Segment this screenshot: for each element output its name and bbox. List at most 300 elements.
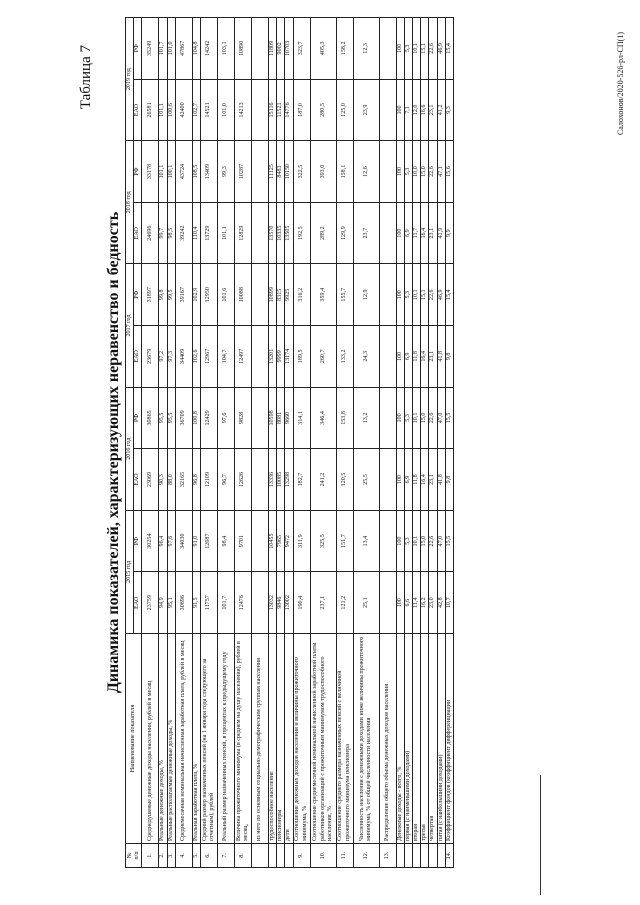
header-region-eao: ЕАО: [134, 79, 142, 141]
value-eao: 23,1: [429, 79, 437, 141]
value-rf: 9002: [277, 18, 285, 80]
header-region-rf: РФ: [134, 510, 142, 572]
value-rf: 15,1: [421, 264, 429, 326]
value-eao: 23069: [142, 449, 159, 511]
value-eao: [252, 449, 269, 511]
value-rf: 99,3: [218, 141, 235, 203]
value-eao: 10085: [277, 449, 285, 511]
table-row: [293, 18, 310, 868]
value-rf: 12429: [201, 387, 218, 449]
value-eao: [252, 79, 269, 141]
value-rf: 9828: [235, 387, 252, 449]
value-rf: 100: [396, 18, 404, 80]
indicator-name: Соотношение среднего размера назначенных пенсий с величиной прожиточного минимума пенсионера: [336, 634, 353, 844]
row-number: [269, 844, 277, 868]
value-eao: 30896: [175, 572, 192, 634]
value-eao: 41,8: [437, 449, 445, 511]
value-rf: 95,5: [167, 387, 175, 449]
value-rf: [252, 264, 269, 326]
value-eao: 120,5: [336, 449, 353, 511]
value-eao: 91,5: [192, 572, 200, 634]
indicator-name: из него по основным социально-демографическим группам населения: [252, 634, 269, 844]
value-rf: 158,1: [336, 141, 353, 203]
value-rf: [379, 264, 396, 326]
value-eao: 95,1: [167, 572, 175, 634]
value-rf: 5,3: [404, 264, 412, 326]
value-rf: 33178: [142, 141, 159, 203]
header-year: 2016 год: [126, 387, 134, 510]
value-rf: 10899: [269, 264, 277, 326]
row-number: [285, 844, 293, 868]
indicator-name: пенсионеры: [277, 634, 285, 844]
value-eao: 11,7: [413, 202, 421, 264]
value-eao: 100: [396, 449, 404, 511]
value-eao: 6,9: [404, 326, 412, 388]
row-number: 12.: [353, 844, 379, 868]
value-rf: 36709: [175, 387, 192, 449]
value-rf: 12950: [201, 264, 218, 326]
indicator-name: Распределение общего объема денежных доходов населения: [379, 634, 396, 844]
value-rf: 100: [396, 264, 404, 326]
value-eao: 11,4: [413, 572, 421, 634]
value-rf: 10088: [235, 264, 252, 326]
table-row: [336, 18, 353, 868]
value-rf: 8483: [277, 141, 285, 203]
value-rf: 22,6: [429, 264, 437, 326]
value-eao: [252, 572, 269, 634]
value-eao: [379, 449, 396, 511]
value-rf: 316,2: [293, 264, 310, 326]
header-row-years: [126, 18, 134, 868]
value-rf: 323,7: [293, 18, 310, 80]
value-rf: 155,7: [336, 264, 353, 326]
value-eao: [379, 326, 396, 388]
row-number: [396, 844, 404, 868]
value-eao: 9,8: [445, 449, 453, 511]
value-rf: 311,9: [293, 510, 310, 572]
row-number: [413, 844, 421, 868]
value-eao: 9,3: [445, 79, 453, 141]
indicator-name: Реальные располагаемые денежные доходы, %: [167, 634, 175, 844]
value-eao: 26581: [142, 79, 159, 141]
value-rf: 22,6: [429, 141, 437, 203]
row-number: 11.: [336, 844, 353, 868]
value-eao: 16,4: [421, 326, 429, 388]
value-rf: 13409: [201, 141, 218, 203]
value-rf: 96,4: [159, 510, 167, 572]
value-rf: 30865: [142, 387, 159, 449]
table-row: [404, 18, 412, 868]
value-eao: 6,9: [404, 449, 412, 511]
value-eao: 9999: [277, 326, 285, 388]
value-rf: 95,5: [159, 387, 167, 449]
value-eao: 12109: [201, 449, 218, 511]
table-row: [437, 18, 445, 868]
value-rf: 46,9: [437, 18, 445, 80]
value-eao: 6,6: [404, 572, 412, 634]
table-row: [379, 18, 396, 868]
value-eao: 16,4: [421, 202, 429, 264]
table-row: [277, 18, 285, 868]
value-rf: 47,0: [437, 510, 445, 572]
value-eao: 12967: [201, 326, 218, 388]
value-rf: 22,6: [429, 18, 437, 80]
row-number: 9.: [293, 844, 310, 868]
row-number: 5.: [192, 844, 200, 868]
value-rf: 103,1: [218, 18, 235, 80]
header-year: 2018 год: [126, 141, 134, 264]
value-eao: 34409: [175, 326, 192, 388]
row-number: [277, 844, 285, 868]
header-indicator-name: Наименование показателя: [126, 634, 142, 844]
value-eao: 12,0: [413, 79, 421, 141]
value-rf: 9660: [285, 387, 293, 449]
value-rf: 12087: [201, 510, 218, 572]
value-rf: 405,3: [310, 18, 336, 80]
value-eao: 13505: [285, 202, 293, 264]
value-eao: 12497: [235, 326, 252, 388]
indicator-name: первая (с наименьшими доходами): [404, 634, 412, 844]
value-rf: 31897: [142, 264, 159, 326]
table-row: [252, 18, 269, 868]
row-number: [404, 844, 412, 868]
value-rf: 10703: [285, 18, 293, 80]
value-rf: 22,6: [429, 510, 437, 572]
value-eao: 190,4: [293, 572, 310, 634]
value-eao: 97,2: [159, 326, 167, 388]
value-rf: 13,2: [353, 387, 379, 449]
value-eao: 99,7: [159, 202, 167, 264]
row-number: 13.: [379, 844, 396, 868]
value-eao: 32165: [175, 449, 192, 511]
value-eao: 98,5: [167, 202, 175, 264]
indicator-name: Соотношение среднемесячной номинальной начисленной заработной платы работников организаций с прожиточным минимумом трудоспособного населения, %: [310, 634, 336, 844]
value-eao: 13002: [285, 572, 293, 634]
value-rf: 314,1: [293, 387, 310, 449]
value-rf: 10,1: [413, 18, 421, 80]
value-eao: 100: [396, 202, 404, 264]
value-eao: [379, 79, 396, 141]
value-eao: 13201: [269, 326, 277, 388]
value-eao: 101,1: [159, 79, 167, 141]
indicator-name: дети: [285, 634, 293, 844]
indicator-name: трудоспособное население: [269, 634, 277, 844]
value-rf: 14242: [201, 18, 218, 80]
value-rf: 15,5: [445, 387, 453, 449]
value-eao: 101,7: [218, 572, 235, 634]
value-eao: 16,6: [421, 79, 429, 141]
value-eao: 13570: [269, 202, 277, 264]
value-rf: 15,5: [445, 510, 453, 572]
value-eao: 96,8: [192, 449, 200, 511]
value-eao: 94,9: [159, 572, 167, 634]
value-eao: 41,9: [437, 202, 445, 264]
table-row: [269, 18, 277, 868]
table-row: [167, 18, 175, 868]
value-eao: 11,8: [413, 449, 421, 511]
value-rf: 151,7: [336, 510, 353, 572]
value-rf: 5,3: [404, 387, 412, 449]
value-rf: 15,4: [445, 18, 453, 80]
value-rf: 393,0: [310, 141, 336, 203]
table-row: [159, 18, 167, 868]
value-rf: 15,6: [445, 141, 453, 203]
value-rf: 11809: [269, 18, 277, 80]
value-rf: 10,0: [413, 141, 421, 203]
indicators-table: [125, 17, 454, 868]
value-rf: 104,8: [192, 18, 200, 80]
value-rf: 10890: [235, 18, 252, 80]
indicator-name: четвертая: [429, 634, 437, 844]
value-eao: 12829: [235, 202, 252, 264]
table-row: [285, 18, 293, 868]
value-eao: 11521: [277, 79, 285, 141]
value-rf: 10598: [269, 387, 277, 449]
value-eao: 15116: [269, 79, 277, 141]
indicator-name: Среднемесячная номинальная начисленная заработная плата, рублей в месяц: [175, 634, 192, 844]
value-rf: 9472: [285, 510, 293, 572]
row-number: [429, 844, 437, 868]
value-rf: [252, 141, 269, 203]
value-rf: 97,6: [218, 387, 235, 449]
value-eao: 16,2: [421, 572, 429, 634]
value-rf: 15,0: [421, 141, 429, 203]
header-num: [126, 844, 142, 868]
value-eao: 42,8: [437, 572, 445, 634]
value-eao: 14776: [285, 79, 293, 141]
value-eao: 100,6: [167, 79, 175, 141]
value-rf: 46,9: [437, 264, 445, 326]
indicator-name: пятая (с наибольшими доходами): [437, 634, 445, 844]
header-region-eao: ЕАО: [134, 202, 142, 264]
value-eao: 182,7: [293, 449, 310, 511]
indicator-name: вторая: [413, 634, 421, 844]
header-region-rf: РФ: [134, 387, 142, 449]
value-rf: 13,4: [353, 510, 379, 572]
table-row: [396, 18, 404, 868]
header-region-rf: РФ: [134, 264, 142, 326]
value-eao: 121,2: [336, 572, 353, 634]
value-rf: 97,6: [167, 510, 175, 572]
value-eao: [379, 202, 396, 264]
value-rf: 39167: [175, 264, 192, 326]
value-rf: 9925: [285, 264, 293, 326]
value-rf: 15,0: [421, 387, 429, 449]
value-rf: [252, 510, 269, 572]
row-number: [437, 844, 445, 868]
value-eao: 24,3: [353, 326, 379, 388]
value-eao: 23,0: [429, 572, 437, 634]
value-rf: 101,1: [159, 141, 167, 203]
value-eao: 16,4: [421, 449, 429, 511]
value-eao: [379, 572, 396, 634]
value-rf: 10,1: [413, 387, 421, 449]
value-eao: 102,6: [192, 326, 200, 388]
header-year: 2019 год: [126, 18, 134, 141]
table-number: Таблица 7: [78, 45, 94, 110]
value-eao: 133,2: [336, 326, 353, 388]
value-rf: [379, 141, 396, 203]
value-eao: 189,5: [293, 326, 310, 388]
value-rf: 10,1: [413, 264, 421, 326]
value-rf: 5,3: [404, 141, 412, 203]
value-rf: [379, 387, 396, 449]
value-eao: 9,9: [445, 202, 453, 264]
table-row: [421, 18, 429, 868]
value-rf: 10455: [269, 510, 277, 572]
value-eao: 42400: [175, 79, 192, 141]
value-eao: 24696: [142, 202, 159, 264]
value-eao: 110,4: [192, 202, 200, 264]
indicator-name: Реальный размер назначенных пенсий, в процентах к предыдущему году: [218, 634, 235, 844]
indicator-name: Соотношение денежных доходов населения и величины прожиточного минимума, %: [293, 634, 310, 844]
value-rf: 100: [396, 387, 404, 449]
value-rf: 325,5: [310, 510, 336, 572]
value-rf: 47,1: [437, 141, 445, 203]
table-row: [235, 18, 252, 868]
value-eao: 102,7: [192, 79, 200, 141]
value-rf: 10287: [235, 141, 252, 203]
value-eao: 39242: [175, 202, 192, 264]
value-rf: 322,5: [293, 141, 310, 203]
indicator-name: Численность населения с денежными доходами ниже величины прожиточного минимума, % от общей численности населения: [353, 634, 379, 844]
value-eao: 260,7: [310, 326, 336, 388]
value-rf: 100,8: [192, 387, 200, 449]
value-rf: 102,9: [192, 264, 200, 326]
value-rf: 98,4: [218, 510, 235, 572]
header-num-line2: п/п: [133, 851, 140, 860]
value-eao: 23,1: [429, 326, 437, 388]
header-year: 2017 год: [126, 264, 134, 387]
value-eao: 23679: [142, 326, 159, 388]
value-eao: 13729: [201, 202, 218, 264]
value-eao: 187,0: [293, 79, 310, 141]
value-rf: [252, 387, 269, 449]
header-region-eao: ЕАО: [134, 326, 142, 388]
value-eao: 11,8: [413, 326, 421, 388]
value-eao: 100: [396, 79, 404, 141]
table-row: [175, 18, 192, 868]
value-rf: 30254: [142, 510, 159, 572]
value-eao: 14213: [235, 79, 252, 141]
value-eao: 41,8: [437, 326, 445, 388]
value-rf: 101,6: [218, 264, 235, 326]
value-rf: 359,4: [310, 264, 336, 326]
indicator-name: третья: [421, 634, 429, 844]
value-rf: 346,4: [310, 387, 336, 449]
value-rf: [252, 18, 269, 80]
row-number: 2.: [159, 844, 167, 868]
value-rf: 5,3: [404, 18, 412, 80]
value-eao: 23,7: [353, 202, 379, 264]
table-row: [192, 18, 200, 868]
value-rf: 7965: [277, 510, 285, 572]
value-rf: 12,6: [353, 141, 379, 203]
value-eao: 10,7: [445, 572, 453, 634]
value-eao: 289,2: [310, 202, 336, 264]
value-rf: 9701: [235, 510, 252, 572]
value-eao: 7,1: [404, 79, 412, 141]
value-rf: 10150: [285, 141, 293, 203]
value-eao: 100: [396, 572, 404, 634]
header-num-line1: №: [126, 852, 133, 859]
value-eao: 9846: [277, 572, 285, 634]
indicator-name: Реальная заработная плата, %: [192, 634, 200, 844]
row-number: [421, 844, 429, 868]
value-eao: [252, 326, 269, 388]
value-eao: 23,1: [429, 449, 437, 511]
value-eao: 101,1: [218, 202, 235, 264]
row-number: 14.: [445, 844, 453, 868]
value-rf: 35249: [142, 18, 159, 80]
row-number: 4.: [175, 844, 192, 868]
row-number: [252, 844, 269, 868]
value-eao: 241,2: [310, 449, 336, 511]
value-eao: 9,8: [445, 326, 453, 388]
value-eao: 96,7: [218, 449, 235, 511]
value-rf: 34030: [175, 510, 192, 572]
row-number: 1.: [142, 844, 159, 868]
header-region-eao: ЕАО: [134, 449, 142, 511]
value-rf: 15,1: [421, 18, 429, 80]
value-eao: 97,3: [167, 326, 175, 388]
value-rf: 100: [396, 510, 404, 572]
indicator-name: Денежные доходы - всего, %: [396, 634, 404, 844]
value-rf: 153,8: [336, 387, 353, 449]
indicator-name: Средний размер назначенных пенсий (на 1 января года следующего за отчетным), рублей: [201, 634, 218, 844]
table-row: [413, 18, 421, 868]
value-rf: 99,8: [159, 264, 167, 326]
row-number: 6.: [201, 844, 218, 868]
value-eao: 23,9: [353, 79, 379, 141]
table-row: [310, 18, 336, 868]
value-eao: 13174: [285, 326, 293, 388]
row-number: 8.: [235, 844, 252, 868]
value-rf: [379, 510, 396, 572]
row-number: 7.: [218, 844, 235, 868]
value-eao: 13336: [269, 449, 277, 511]
indicator-name: Среднедушевые денежные доходы населения, рублей в месяц: [142, 634, 159, 844]
value-rf: 101,7: [159, 18, 167, 80]
value-eao: 237,1: [310, 572, 336, 634]
value-eao: 10335: [277, 202, 285, 264]
value-eao: 11757: [201, 572, 218, 634]
header-year: 2015 год: [126, 510, 134, 633]
value-rf: 47,0: [437, 387, 445, 449]
value-eao: 25,5: [353, 449, 379, 511]
value-eao: 101,0: [218, 79, 235, 141]
table-row: [353, 18, 379, 868]
value-eao: 12626: [235, 449, 252, 511]
table-row: [201, 18, 218, 868]
value-eao: 25,1: [353, 572, 379, 634]
footer-document-id: Салохонов/2020-526-рл-СП(1): [616, 32, 625, 136]
value-eao: 6,9: [404, 202, 412, 264]
value-rf: 100,1: [167, 141, 175, 203]
value-rf: 108,5: [192, 141, 200, 203]
value-rf: 5,3: [404, 510, 412, 572]
table-row: [429, 18, 437, 868]
value-eao: 41,2: [437, 79, 445, 141]
table-body: [142, 18, 454, 868]
value-eao: 88,0: [167, 449, 175, 511]
row-number: 10.: [310, 844, 336, 868]
value-eao: 129,9: [336, 202, 353, 264]
value-rf: 8315: [277, 264, 285, 326]
value-eao: 23759: [142, 572, 159, 634]
value-rf: 12,9: [353, 264, 379, 326]
value-rf: 12,3: [353, 18, 379, 80]
